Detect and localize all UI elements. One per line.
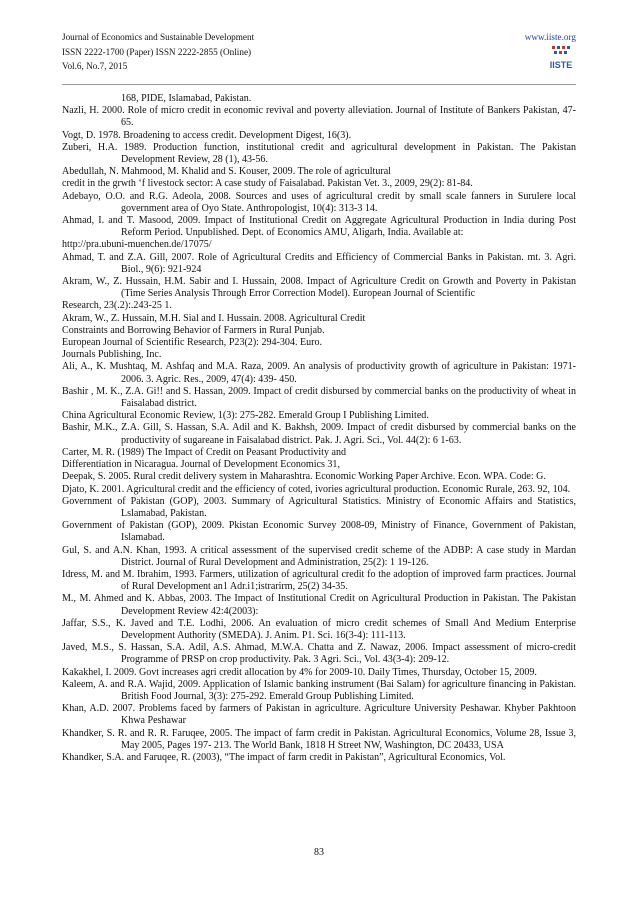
reference-entry: Kakakhel, I. 2009. Govt increases agri credit allocation by 4% for 2009-10. Daily Times, Thursday, October 15, 2009. (62, 666, 537, 678)
reference-entry: M., M. Ahmed and K. Abbas, 2003. The Impact of Institutional Credit on Agricultural Production in Pakistan. The Pakistan Development Review 42:4(2003): (62, 593, 576, 617)
reference-entry: Khandker, S. R. and R. R. Faruqee, 2005. The impact of farm credit in Pakistan. Agricultural Economics, Volume 28, Issue 3, May 2005, Pages 197- 213. The World Bank, 1818 H Street NW, Washington, DC 20433, USA (62, 727, 576, 751)
reference-entry: Bashir , M. K., Z.A. Gi!! and S. Hassan, 2009. Impact of credit disbursed by commercial banks on the productivity of wheat in Faisalabad district. (62, 385, 576, 410)
reference-entry: credit in the grwth ‘f livestock sector: A case study of Faisalabad. Pakistan Vet. 3., 2009, 29(2): 81-84. (62, 178, 473, 190)
iiste-logo-icon (546, 44, 576, 74)
reference-entry: Kaleem, A. and R.A. Wajid, 2009. Application of Islamic banking instrument (Bai Salam) for agriculture financing in Pakistan. British Food Journal, 3(3): 275-292. Emerald Group Publishing Limited. (62, 678, 576, 702)
reference-entry: Ahmad, T. and Z.A. Gill, 2007. Role of Agricultural Credits and Efficiency of Commercial Banks in Pakistan. mt. 3. Agri. Biol., 9(6): 921-924 (62, 251, 576, 275)
reference-entry: Idress, M. and M. Ibrahim, 1993. Farmers, utilization of agricultural credit fo the adoption of improved farm practices. Journal of Rural Development an1 Adr.i1;istrarirm, 25(2) 34-35. (62, 568, 576, 593)
reference-entry: China Agricultural Economic Review, 1(3): 275-282. Emerald Group I Publishing Limited. (62, 410, 429, 422)
reference-entry: Carter, M. R. (1989) The Impact of Credit on Peasant Productivity and (62, 446, 347, 458)
page-header (62, 30, 576, 82)
reference-entry: http://pra.ubuni-muenchen.de/17075/ (62, 239, 212, 251)
reference-list (62, 93, 576, 764)
page-number: 83 (314, 847, 324, 858)
reference-entry: Deepak, S. 2005. Rural credit delivery system in Maharashtra. Economic Working Paper Archive. Econ. WPA. Code: G. (62, 471, 546, 483)
reference-entry: Ali, A., K. Mushtaq, M. Ashfaq and M.A. Raza, 2009. An analysis of productivity growth of agriculture in Pakistan: 1971-2006. 3. Agric. Res., 2009, 47(4): 439- 450. (62, 361, 576, 385)
reference-entry: Journals Publishing, Inc. (62, 349, 162, 361)
reference-entry: Differentiation in Nicaragua. Journal of Development Economics 31, (62, 459, 340, 471)
reference-entry: Constraints and Borrowing Behavior of Farmers in Rural Punjab. (62, 324, 325, 336)
reference-entry: 168, PIDE, Islamabad, Pakistan. (121, 93, 252, 104)
reference-entry: Javed, M.S., S. Hassan, S.A. Adil, A.S. Ahmad, M.W.A. Chatta and Z. Nawaz, 2006. Impact assessment of micro-credit Programme of PRSP on crop productivity. Pak. 3 Agri. Sci., Vol. 43(3-4): 209-12. (62, 642, 576, 666)
header-divider (62, 84, 576, 85)
reference-entry: Khan, A.D. 2007. Problems faced by farmers of Pakistan in agriculture. Agriculture University Peshawar. Khyber Pakhtoon Khwa Peshawar (62, 703, 576, 727)
reference-entry: Adebayo, O.O. and R.G. Adeola, 2008. Sources and uses of agricultural credit by small scale fanners in Surulere local government area of Oyo State. Anthropologist, 10(4): 313-3 14. (62, 190, 576, 214)
volume-line: Vol.6, No.7, 2015 (62, 61, 128, 71)
reference-entry: Government of Pakistan (GOP), 2003. Summary of Agricultural Statistics. Ministry of Economic Affairs and Statistics, Lslamabad, Pakistan. (62, 495, 576, 519)
reference-entry: Ahmad, I. and T. Masood, 2009. Impact of Institutional Credit on Aggregate Agricultural Production in India during Post Reform Period. Unpublished. Dept. of Economics AMU, Aligarh, India. Available at: (62, 215, 576, 239)
reference-entry: Djato, K. 2001. Agricultural credit and the efficiency of coted, ivories agricultural production. Economic Rurale, 263. 92, 104. (62, 483, 571, 495)
reference-entry: Khandker, S.A. and Faruqee, R. (2003), “The impact of farm credit in Pakistan”, Agricultural Economics, Vol. (62, 751, 506, 763)
reference-entry: Gul, S. and A.N. Khan, 1993. A critical assessment of the supervised credit scheme of the ADBP: A case study in Mardan District. Journal of Rural Development and Administration, 25(2): 1 19-126. (62, 544, 576, 568)
reference-entry: Government of Pakistan (GOP), 2009. Pkistan Economic Survey 2008-09, Ministry of Finance, Government of Pakistan, Islamabad. (62, 520, 576, 544)
reference-entry: Nazli, H. 2000. Role of micro credit in economic revival and poverty alleviation. Journal of Institute of Bankers Pakistan, 47-65. (62, 105, 576, 129)
reference-entry: Akram, W., Z. Hussain, M.H. Sial and I. Hussain. 2008. Agricultural Credit (62, 312, 366, 324)
logo-text: IISTE (549, 60, 573, 70)
journal-url-link[interactable]: www.iiste.org (524, 32, 576, 42)
journal-title: Journal of Economics and Sustainable Development (62, 32, 255, 42)
reference-entry: European Journal of Scientific Research, P23(2): 294-304. Euro. (62, 337, 323, 349)
reference-entry: Abedullah, N. Mahmood, M. Khalid and S. Kouser, 2009. The role of agricultural (62, 166, 391, 178)
reference-entry: Research, 23(.2):.243-25 1. (62, 300, 172, 312)
reference-entry: Bashir, M.K., Z.A. Gill, S. Hassan, S.A. Adil and K. Bakhsh, 2009. Impact of credit disbursed by commercial banks on the productivity of sugareane in Faisalabad district. Pak. J. Agri. Sci., Vol. 44(2): 6 1-63. (62, 422, 576, 446)
issn-line: ISSN 2222-1700 (Paper) ISSN 2222-2855 (Online) (62, 46, 252, 57)
reference-entry: Jaffar, S.S., K. Javed and T.E. Lodhi, 2006. An evaluation of micro credit schemes of Small And Medium Enterprise Development Authority (SMEDA). J. Anim. P1. Sci. 16(3-4): 111-113. (62, 617, 576, 641)
reference-entry: Akram, W., Z. Hussain, H.M. Sabir and I. Hussain, 2008. Impact of Agriculture Credit on Growth and Poverty in Pakistan (Time Series Analysis Through Error Correction Model). European Journal of Scientific (62, 276, 576, 300)
reference-entry: Vogt, D. 1978. Broadening to access credit. Development Digest, 16(3). (62, 129, 352, 141)
reference-entry: Zuberi, H.A. 1989. Production function, institutional credit and agricultural development in Pakistan. The Pakistan Development Review, 28 (1), 43-56. (62, 141, 576, 166)
